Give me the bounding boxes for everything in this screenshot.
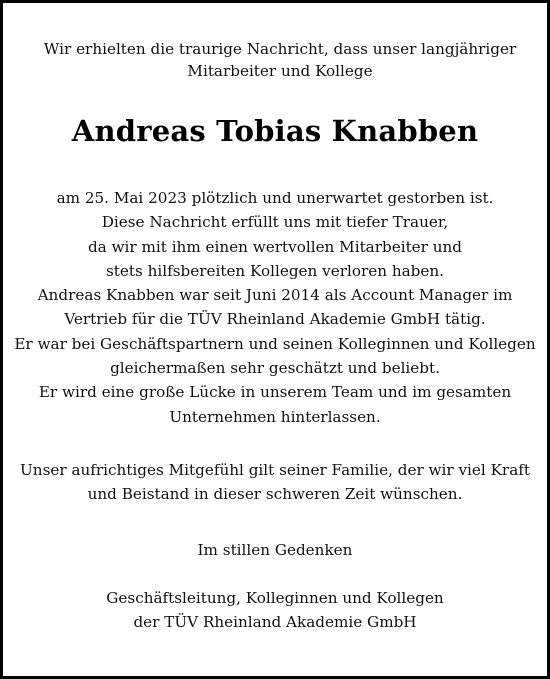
body-line: am 25. Mai 2023 plötzlich und unerwartet gestorben ist. xyxy=(56,189,494,207)
deceased-name: Andreas Tobias Knabben xyxy=(71,114,479,148)
body-line: Diese Nachricht erfüllt uns mit tiefer Trauer, xyxy=(101,213,449,232)
signature-line: der TÜV Rheinland Akademie GmbH xyxy=(133,613,417,631)
body-line: Andreas Knabben war seit Juni 2014 als Account Manager im xyxy=(37,286,513,305)
signature-block xyxy=(3,586,547,634)
body-line: da wir mit ihm einen wertvollen Mitarbeiter und xyxy=(87,237,463,256)
condolence-text xyxy=(3,458,547,507)
body-line: gleichermaßen sehr geschätzt und beliebt. xyxy=(110,359,440,378)
body-line: Er war bei Geschäftspartnern und seinen Kolleginnen und Kollegen xyxy=(14,334,536,353)
body-line: Vertrieb für die TÜV Rheinland Akademie GmbH tätig. xyxy=(64,310,486,329)
body-line: Unternehmen hinterlassen. xyxy=(169,407,381,426)
condolence-line: und Beistand in dieser schweren Zeit wünschen. xyxy=(87,485,463,504)
signature-line: Geschäftsleitung, Kolleginnen und Kollegen xyxy=(106,589,444,607)
intro-line: Wir erhielten die traurige Nachricht, dass unser langjähriger xyxy=(43,40,517,58)
intro-text xyxy=(33,38,527,82)
obituary-content xyxy=(3,3,547,676)
obituary-body xyxy=(3,186,547,429)
body-line: stets hilfsbereiten Kollegen verloren haben. xyxy=(106,261,444,280)
body-line: Er wird eine große Lücke in unserem Team und im gesamten xyxy=(38,383,512,402)
condolence-line: Unser aufrichtiges Mitgefühl gilt seiner Familie, der wir viel Kraft xyxy=(20,461,530,479)
remembrance-line: Im stillen Gedenken xyxy=(197,541,353,559)
intro-line: Mitarbeiter und Kollege xyxy=(187,62,373,80)
